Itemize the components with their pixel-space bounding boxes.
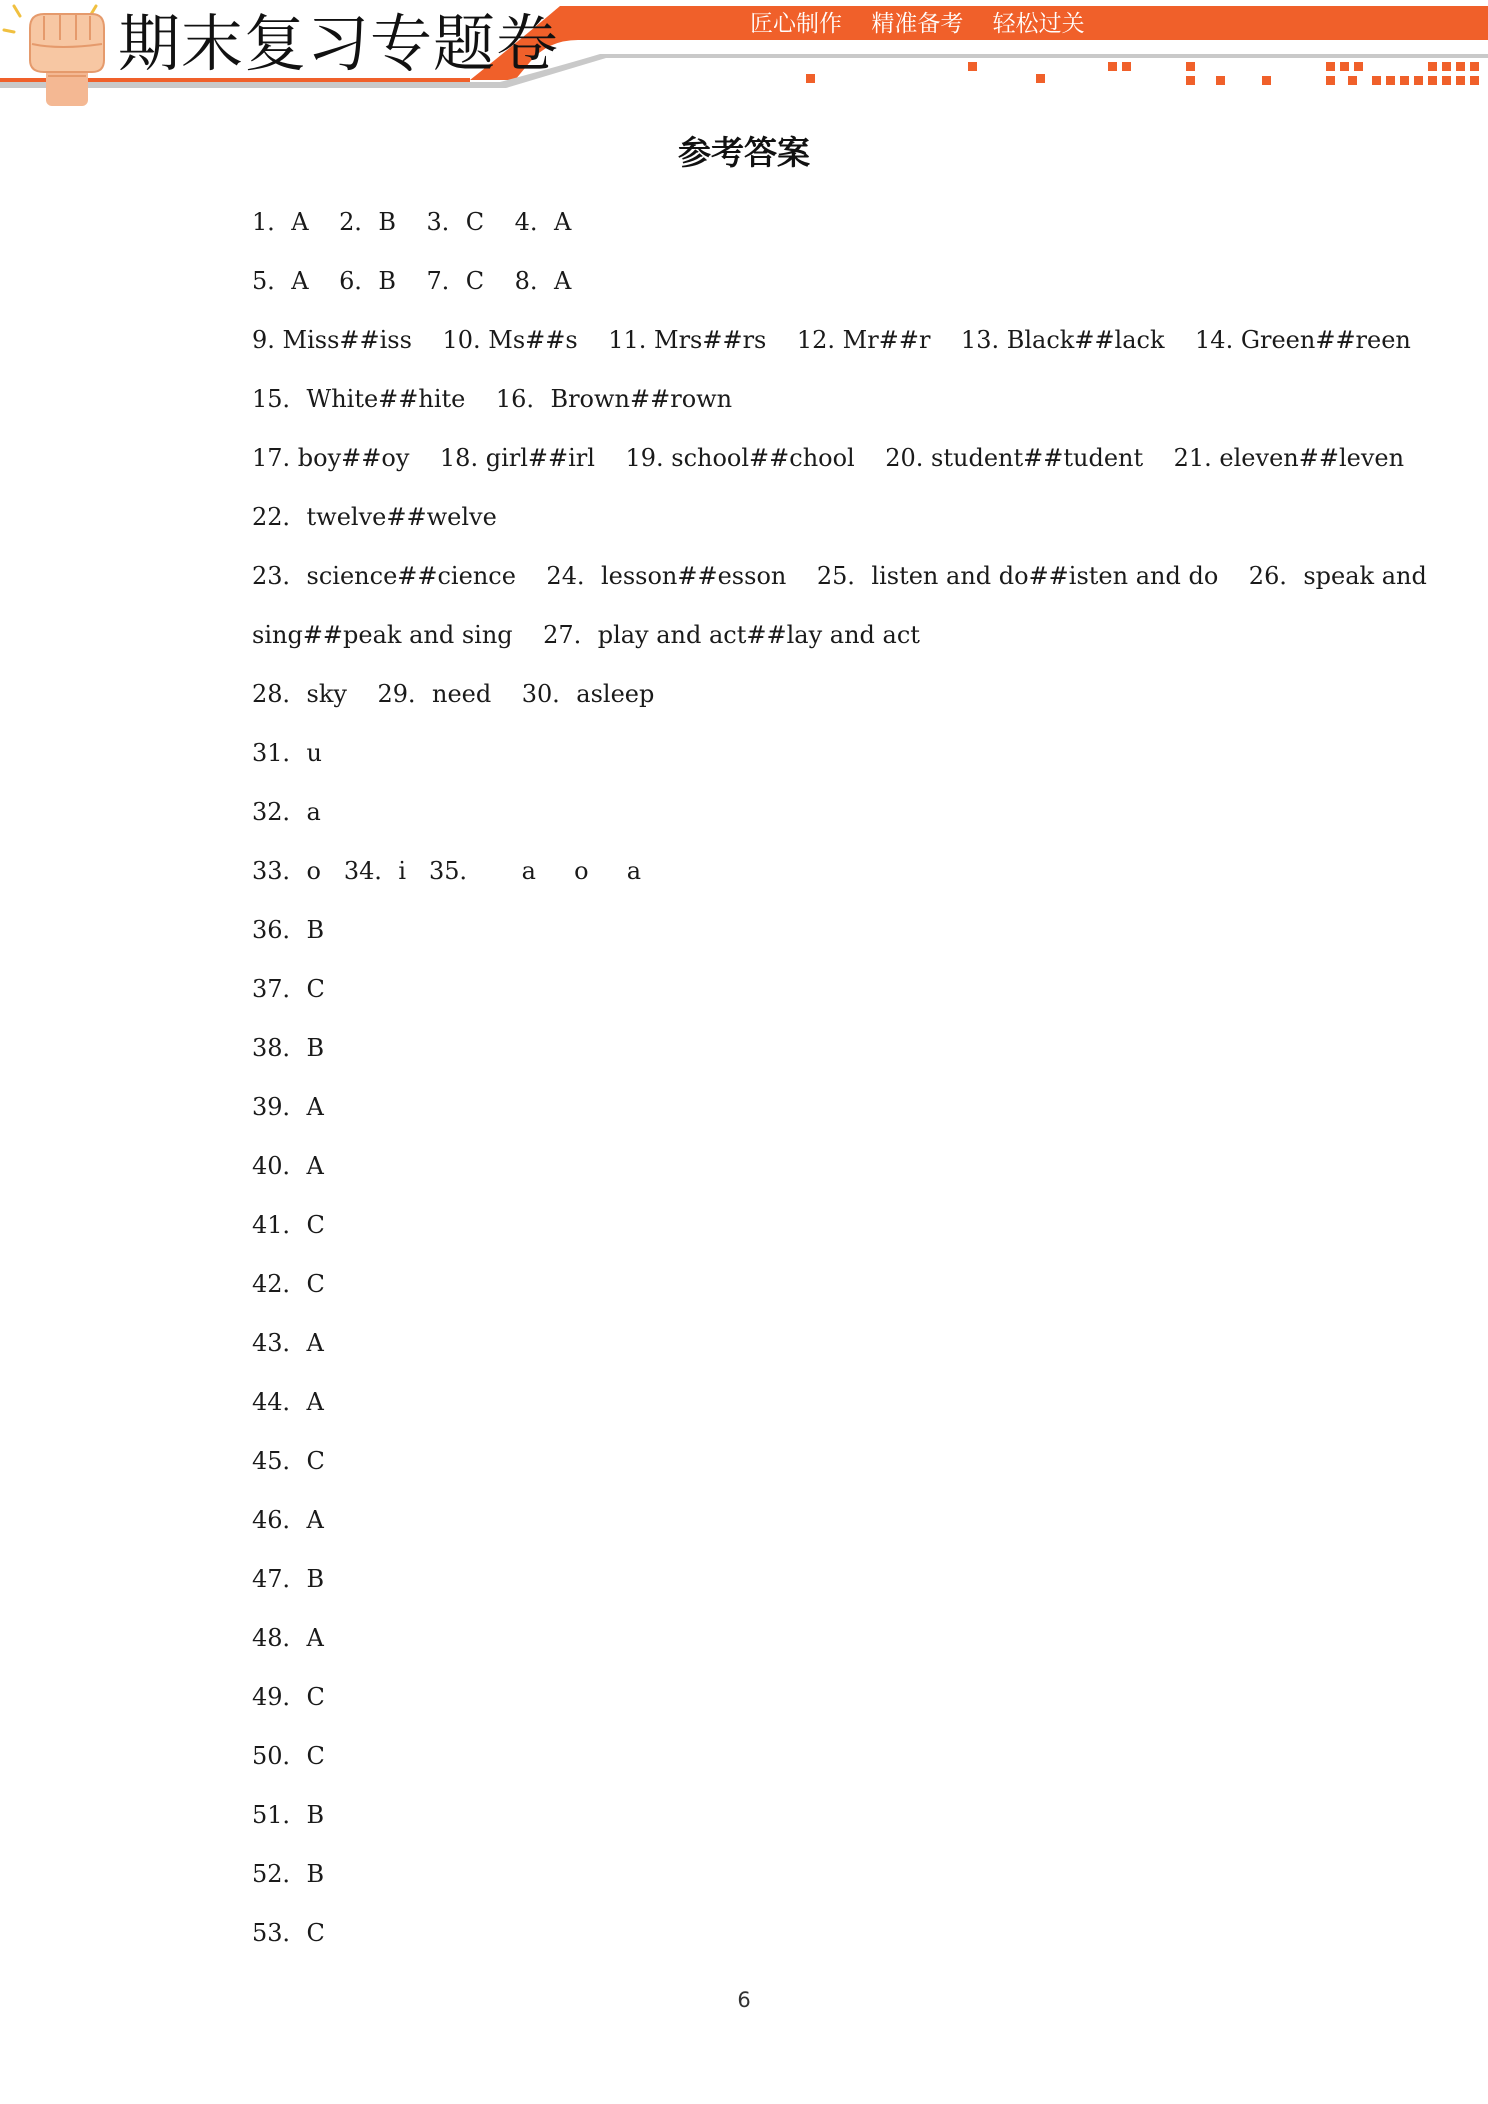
answer-line: 46．A	[252, 1506, 324, 1534]
answer-line: 43．A	[252, 1329, 324, 1357]
answer-line: 48．A	[252, 1624, 324, 1652]
answer-line: 1．A 2．B 3．C 4．A	[252, 208, 572, 236]
banner-title: 期末复习专题卷	[118, 7, 560, 80]
answer-line: 38．B	[252, 1034, 325, 1062]
banner-slogan	[750, 9, 1107, 39]
answer-line: 41．C	[252, 1211, 325, 1239]
header-banner	[0, 0, 1488, 110]
slogan-phrase-2: 精准备考	[871, 11, 964, 37]
answer-line: 22．twelve##welve	[252, 503, 497, 531]
answer-line: 31．u	[252, 739, 322, 767]
answer-line: 50．C	[252, 1742, 325, 1770]
answer-line: 15．White##hite 16．Brown##rown	[252, 385, 733, 413]
answer-list	[252, 193, 1427, 1963]
answer-line: 28．sky 29．need 30．asleep	[252, 680, 655, 708]
answer-line: 42．C	[252, 1270, 325, 1298]
answer-line: 37．C	[252, 975, 325, 1003]
answer-line: 45．C	[252, 1447, 325, 1475]
answer-line: 40．A	[252, 1152, 324, 1180]
page-number: 6	[737, 1988, 751, 2012]
answer-line: 47．B	[252, 1565, 325, 1593]
answer-line: 51．B	[252, 1801, 325, 1829]
answer-line: 9. Miss##iss 10. Ms##s 11. Mrs##rs 12. Mr##r 13. Black##lack 14. Green##reen	[252, 326, 1411, 354]
answer-line: 52．B	[252, 1860, 325, 1888]
answer-line: 17. boy##oy 18. girl##irl 19. school##chool 20. student##tudent 21. eleven##leven	[252, 444, 1405, 472]
answer-line: 44．A	[252, 1388, 324, 1416]
slogan-phrase-1: 匠心制作	[750, 11, 842, 37]
answer-line: 33．o 34．i 35． a o a	[252, 857, 642, 885]
slogan-phrase-3: 轻松过关	[992, 11, 1085, 37]
fist-icon	[0, 0, 120, 108]
answer-line: 23．science##cience 24．lesson##esson 25．listen and do##isten and do 26．speak and	[252, 562, 1427, 590]
answer-line: 49．C	[252, 1683, 325, 1711]
answer-line: 39．A	[252, 1093, 324, 1121]
answer-line: 32．a	[252, 798, 321, 826]
answer-line: 53．C	[252, 1919, 325, 1947]
answer-line: 36．B	[252, 916, 325, 944]
answer-line: 5．A 6．B 7．C 8．A	[252, 267, 572, 295]
page-title: 参考答案	[678, 133, 810, 172]
answer-line: sing##peak and sing 27．play and act##lay and act	[252, 621, 920, 649]
